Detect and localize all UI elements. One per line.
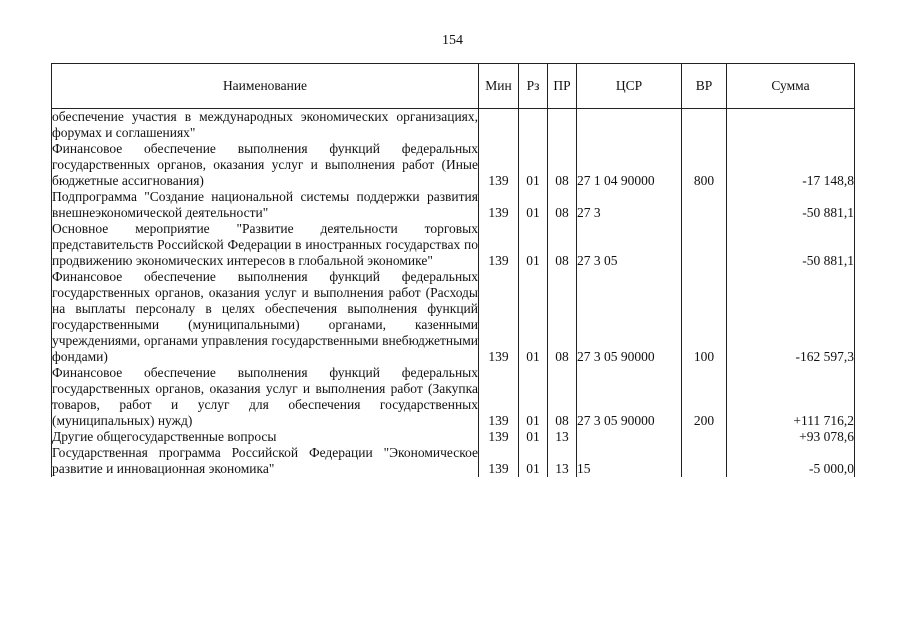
row-min: 139 (479, 189, 519, 221)
row-vr (682, 445, 727, 477)
table-row (52, 365, 855, 429)
row-csr: 15 (577, 445, 682, 477)
header-name: Наименование (52, 64, 479, 109)
row-csr: 27 1 04 90000 (577, 141, 682, 189)
row-name: Финансовое обеспечение выполнения функций федеральных государственных органов, оказания услуг и выполнения работ (Расходы на выплаты персоналу в целях обеспечения выполнения функций государственными (муниципальными) органами, казенными учреждениями, органами управления государственными внебюджетными фондами) (52, 269, 478, 364)
row-rz: 01 (519, 365, 548, 429)
row-csr (577, 429, 682, 445)
row-pr: 08 (548, 189, 577, 221)
table-row (52, 221, 855, 269)
header-vr: ВР (682, 64, 727, 109)
row-csr (577, 109, 682, 142)
row-csr: 27 3 05 (577, 221, 682, 269)
row-min: 139 (479, 429, 519, 445)
header-sum: Сумма (727, 64, 855, 109)
header-csr: ЦСР (577, 64, 682, 109)
row-csr: 27 3 05 90000 (577, 269, 682, 365)
row-name: Финансовое обеспечение выполнения функций федеральных государственных органов, оказания услуг и выполнения работ (Иные бюджетные ассигнования) (52, 141, 478, 188)
row-pr: 13 (548, 445, 577, 477)
row-name: Подпрограмма "Создание национальной системы поддержки развития внешнеэкономической деятельности" (52, 189, 478, 220)
row-vr: 200 (682, 365, 727, 429)
row-pr: 08 (548, 141, 577, 189)
row-pr: 08 (548, 221, 577, 269)
row-vr (682, 189, 727, 221)
row-csr: 27 3 05 90000 (577, 365, 682, 429)
table-row (52, 141, 855, 189)
table-row (52, 445, 855, 477)
row-sum: +93 078,6 (727, 429, 855, 445)
row-pr: 08 (548, 269, 577, 365)
row-min: 139 (479, 221, 519, 269)
row-name: Государственная программа Российской Федерации "Экономическое развитие и инновационная экономика" (52, 445, 478, 476)
row-vr (682, 221, 727, 269)
row-rz: 01 (519, 221, 548, 269)
page-number: 154 (442, 33, 463, 48)
row-sum: +111 716,2 (727, 365, 855, 429)
row-vr: 100 (682, 269, 727, 365)
row-pr (548, 109, 577, 142)
row-sum: -162 597,3 (727, 269, 855, 365)
row-rz: 01 (519, 445, 548, 477)
row-pr: 13 (548, 429, 577, 445)
row-name: обеспечение участия в международных экономических организациях, форумах и соглашениях" (52, 109, 478, 140)
table-row (52, 429, 855, 445)
row-rz: 01 (519, 269, 548, 365)
header-pr: ПР (548, 64, 577, 109)
row-min: 139 (479, 365, 519, 429)
row-rz: 01 (519, 429, 548, 445)
header-row (52, 64, 855, 109)
row-min: 139 (479, 269, 519, 365)
table-row (52, 269, 855, 365)
header-min: Мин (479, 64, 519, 109)
table-row (52, 189, 855, 221)
row-rz: 01 (519, 189, 548, 221)
row-name: Основное мероприятие "Развитие деятельности торговых представительств Российской Федерации в иностранных государствах по продвижению экономических интересов в глобальной экономике" (52, 221, 478, 268)
row-min (479, 109, 519, 142)
header-rz: Рз (519, 64, 548, 109)
budget-table (51, 63, 855, 477)
row-sum: -50 881,1 (727, 221, 855, 269)
row-sum: -17 148,8 (727, 141, 855, 189)
row-rz (519, 109, 548, 142)
row-rz: 01 (519, 141, 548, 189)
row-sum: -50 881,1 (727, 189, 855, 221)
row-vr (682, 109, 727, 142)
row-vr: 800 (682, 141, 727, 189)
row-vr (682, 429, 727, 445)
row-sum: -5 000,0 (727, 445, 855, 477)
row-min: 139 (479, 445, 519, 477)
row-name: Финансовое обеспечение выполнения функций федеральных государственных органов, оказания услуг и выполнения работ (Закупка товаров, работ и услуг для обеспечения государственных (муниципальных) нужд) (52, 365, 478, 428)
row-min: 139 (479, 141, 519, 189)
row-name: Другие общегосударственные вопросы (52, 429, 479, 445)
row-sum (727, 109, 855, 142)
row-csr: 27 3 (577, 189, 682, 221)
row-pr: 08 (548, 365, 577, 429)
table-row (52, 109, 855, 142)
